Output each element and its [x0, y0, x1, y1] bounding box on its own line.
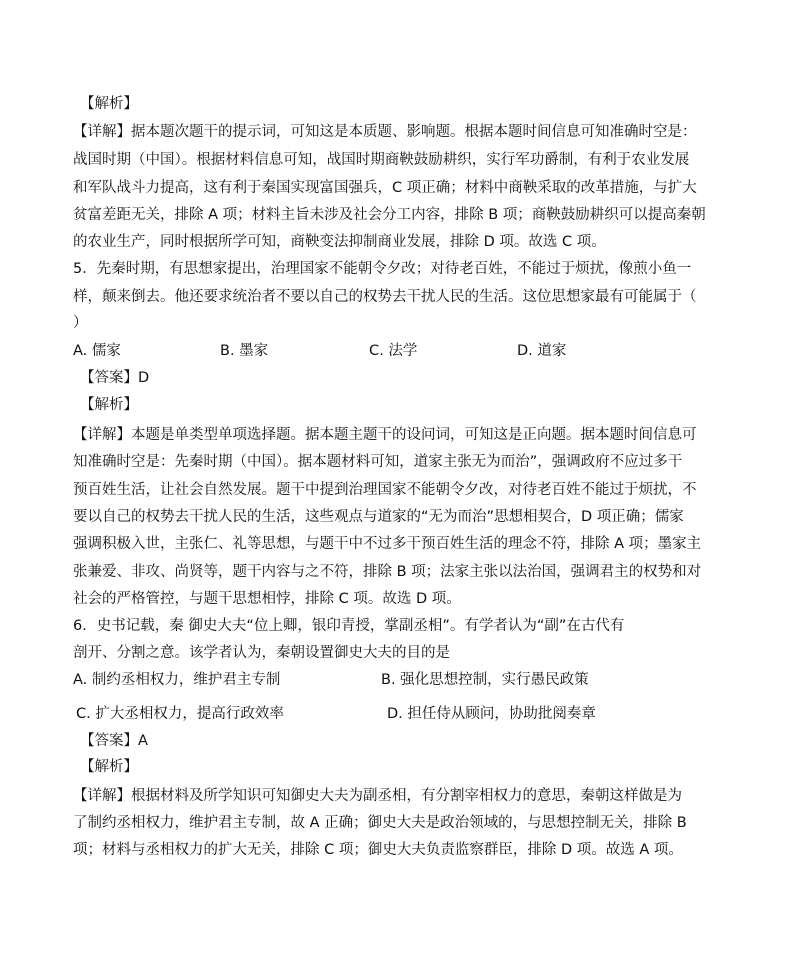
q6-detail-line: 了制约丞相权力，维护君主专制，故 A 正确；御史大夫是政治领域的，与思想控制无关，排除 B [73, 815, 687, 831]
q5-stem-line: 样，颠来倒去。他还要求统治者不要以自己的权势去干扰人民的生活。这位思想家最有可能属于（ [73, 289, 697, 305]
q6-answer: 【答案】A [80, 733, 148, 749]
q6-option-b: B. 强化思想控制，实行愚民政策 [381, 672, 589, 688]
q4-detail-line: 【详解】据本题次题干的提示词，可知这是本质题、影响题。根据本题时间信息可知准确时空是： [73, 124, 697, 140]
q6-stem-line: 剖开、分割之意。该学者认为，秦朝设置御史大夫的目的是 [73, 645, 450, 661]
q4-detail-line: 的农业生产，同时根据所学可知，商鞅变法抑制商业发展，排除 D 项。故选 C 项。 [73, 234, 606, 250]
q5-option-c: C. 法学 [369, 343, 418, 359]
q6-detail-line: 项；材料与丞相权力的扩大无关，排除 C 项；御史大夫负责监察群臣，排除 D 项。故选 A 项。 [73, 842, 683, 858]
q5-option-d: D. 道家 [517, 343, 567, 359]
q6-detail-line: 【详解】根据材料及所学知识可知御史大夫为副丞相，有分割宰相权力的意思，秦朝这样做是为 [73, 788, 682, 804]
q5-detail-line: 知准确时空是：先秦时期（中国）。据本题材料可知，道家主张无为而治”，强调政府不应过多干 [73, 454, 683, 470]
q4-detail-line: 贫富差距无关，排除 A 项；材料主旨未涉及社会分工内容，排除 B 项；商鞅鼓励耕织可以提高秦朝 [73, 207, 706, 223]
q4-analysis-heading: 【解析】 [80, 96, 138, 112]
q4-detail-line: 战国时期（中国）。根据材料信息可知，战国时期商鞅鼓励耕织，实行军功爵制，有利于农业发展 [73, 152, 690, 168]
q5-stem-line: ） [73, 315, 88, 331]
q5-stem-line: 5．先秦时期，有思想家提出，治理国家不能朝令夕改；对待老百姓，不能过于烦扰，像煎小鱼一 [73, 261, 692, 277]
q4-detail-line: 和军队战斗力提高，这有利于秦国实现富国强兵，C 项正确；材料中商鞅采取的改革措施，与扩大 [73, 180, 697, 196]
q6-option-d: D. 担任侍从顾问，协助批阅奏章 [387, 706, 596, 722]
q6-stem-line: 6．史书记载，秦 御史大夫“位上卿，银印青授，掌副丞相”。有学者认为“副”在古代有 [73, 618, 625, 634]
q5-option-a: A. 儒家 [73, 343, 121, 359]
q5-analysis-heading: 【解析】 [80, 397, 138, 413]
q5-option-b: B. 墨家 [220, 343, 269, 359]
q5-detail-line: 【详解】本题是单类型单项选择题。据本题主题干的设问词，可知这是正向题。据本题时间信息可 [73, 427, 697, 443]
q5-detail-line: 强调积极入世，主张仁、礼等思想，与题干中不过多干预百姓生活的理念不符，排除 A 项；墨家主 [73, 536, 702, 552]
q5-detail-line: 预百姓生活，让社会自然发展。题干中提到治理国家不能朝令夕改，对待老百姓不能过于烦扰，不 [73, 482, 697, 498]
q5-detail-line: 张兼爱、非攻、尚贤等，题干内容与之不符，排除 B 项；法家主张以法治国，强调君主的权势和对 [73, 564, 702, 580]
q5-detail-line: 要以自己的权势去干扰人民的生活，这些观点与道家的“无为而治”思想相契合，D 项正确；儒家 [73, 509, 684, 525]
q5-detail-line: 社会的严格管控，与题干思想相悖，排除 C 项。故选 D 项。 [73, 591, 461, 607]
q6-option-c: C. 扩大丞相权力，提高行政效率 [76, 706, 284, 722]
q6-option-a: A. 制约丞相权力，维护君主专制 [73, 672, 281, 688]
q5-answer: 【答案】D [80, 370, 150, 386]
q6-analysis-heading: 【解析】 [80, 759, 138, 775]
